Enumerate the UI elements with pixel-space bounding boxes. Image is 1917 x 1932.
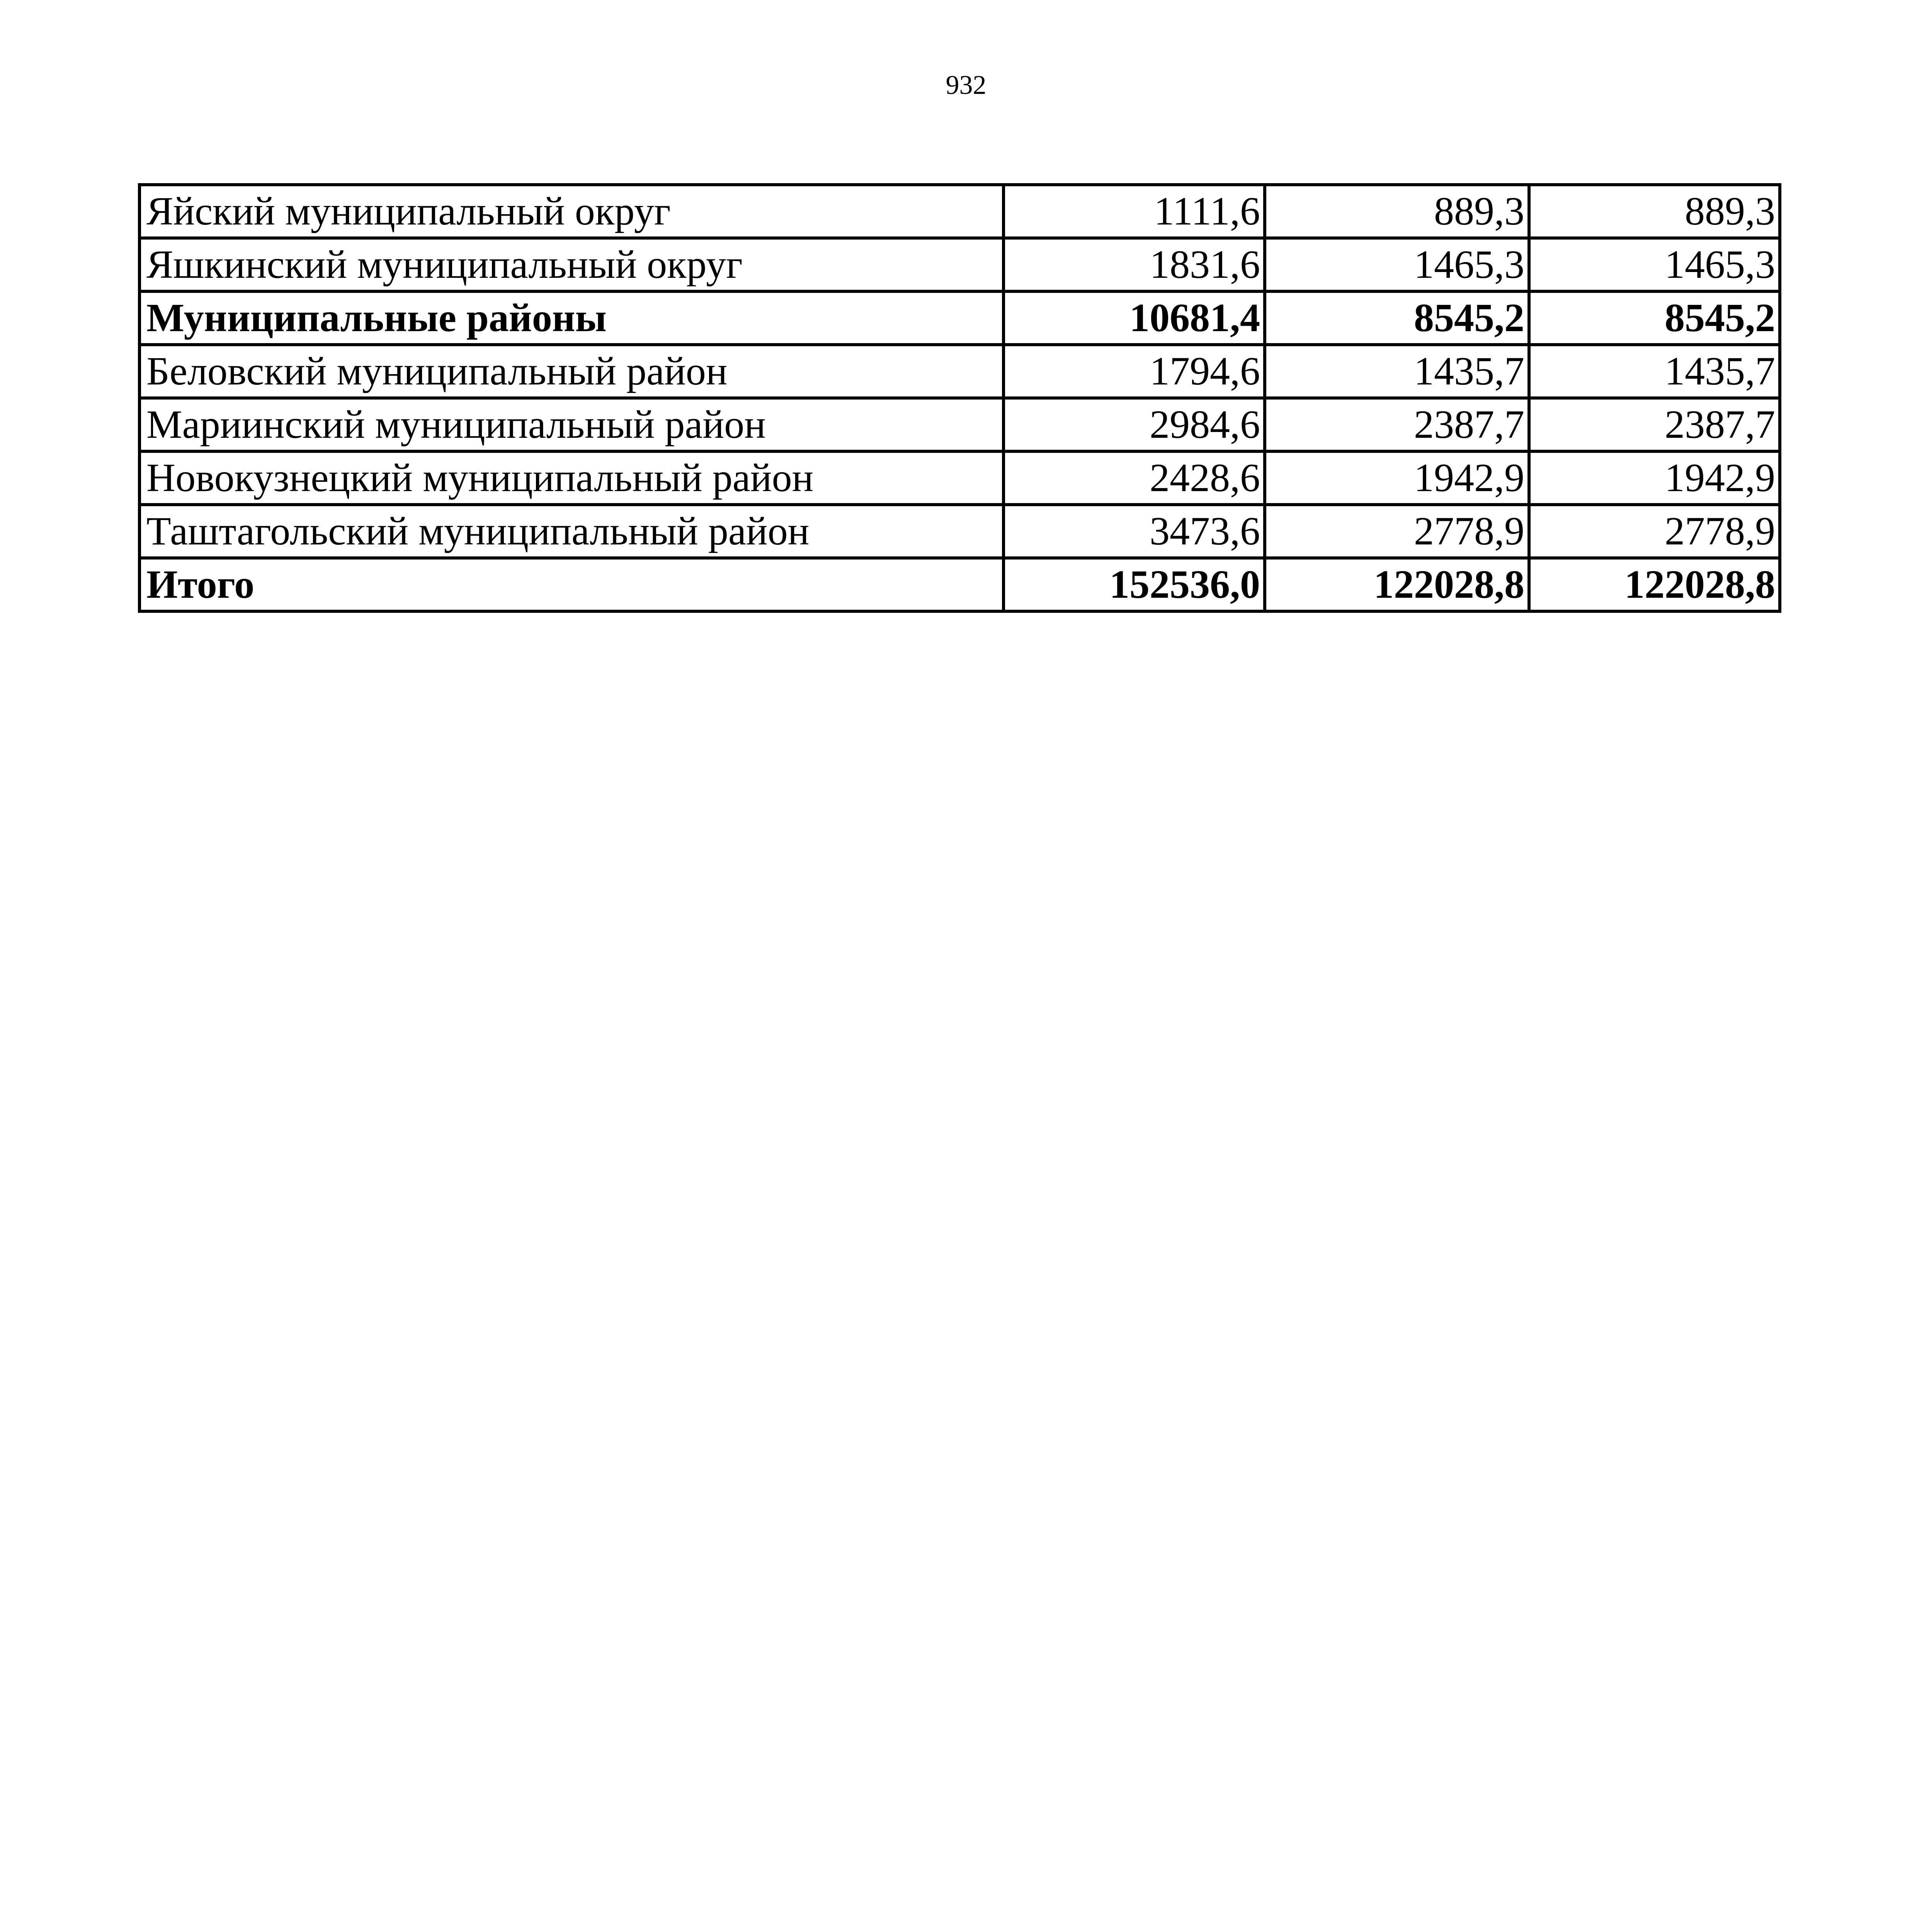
table-row	[139, 185, 1780, 238]
value-cell-3: 8545,2	[1529, 291, 1780, 345]
value-cell-1: 1111,6	[1004, 185, 1265, 238]
value-cell-2: 122028,8	[1265, 558, 1529, 611]
table-row	[139, 238, 1780, 291]
value-cell-3: 889,3	[1529, 185, 1780, 238]
budget-table	[138, 183, 1781, 613]
value-cell-1: 1794,6	[1004, 345, 1265, 398]
value-cell-1: 2984,6	[1004, 398, 1265, 451]
total-row	[139, 558, 1780, 611]
value-cell-2: 2778,9	[1265, 505, 1529, 558]
value-cell-3: 2778,9	[1529, 505, 1780, 558]
row-name-cell: Яйский муниципальный округ	[139, 185, 1004, 238]
page-number: 932	[946, 70, 987, 100]
value-cell-3: 122028,8	[1529, 558, 1780, 611]
table-row	[139, 505, 1780, 558]
value-cell-3: 1942,9	[1529, 451, 1780, 505]
value-cell-2: 1435,7	[1265, 345, 1529, 398]
table-row	[139, 345, 1780, 398]
value-cell-3: 1435,7	[1529, 345, 1780, 398]
value-cell-1: 1831,6	[1004, 238, 1265, 291]
table-row	[139, 451, 1780, 505]
row-name-cell: Мариинский муниципальный район	[139, 398, 1004, 451]
subtotal-row	[139, 291, 1780, 345]
value-cell-1: 10681,4	[1004, 291, 1265, 345]
value-cell-1: 3473,6	[1004, 505, 1265, 558]
row-name-cell: Беловский муниципальный район	[139, 345, 1004, 398]
table-row	[139, 398, 1780, 451]
value-cell-2: 1942,9	[1265, 451, 1529, 505]
value-cell-2: 889,3	[1265, 185, 1529, 238]
value-cell-2: 1465,3	[1265, 238, 1529, 291]
row-name-cell: Муниципальные районы	[139, 291, 1004, 345]
value-cell-3: 1465,3	[1529, 238, 1780, 291]
value-cell-1: 152536,0	[1004, 558, 1265, 611]
row-name-cell: Таштагольский муниципальный район	[139, 505, 1004, 558]
value-cell-2: 8545,2	[1265, 291, 1529, 345]
value-cell-2: 2387,7	[1265, 398, 1529, 451]
value-cell-1: 2428,6	[1004, 451, 1265, 505]
value-cell-3: 2387,7	[1529, 398, 1780, 451]
row-name-cell: Яшкинский муниципальный округ	[139, 238, 1004, 291]
row-name-cell: Новокузнецкий муниципальный район	[139, 451, 1004, 505]
row-name-cell: Итого	[139, 558, 1004, 611]
